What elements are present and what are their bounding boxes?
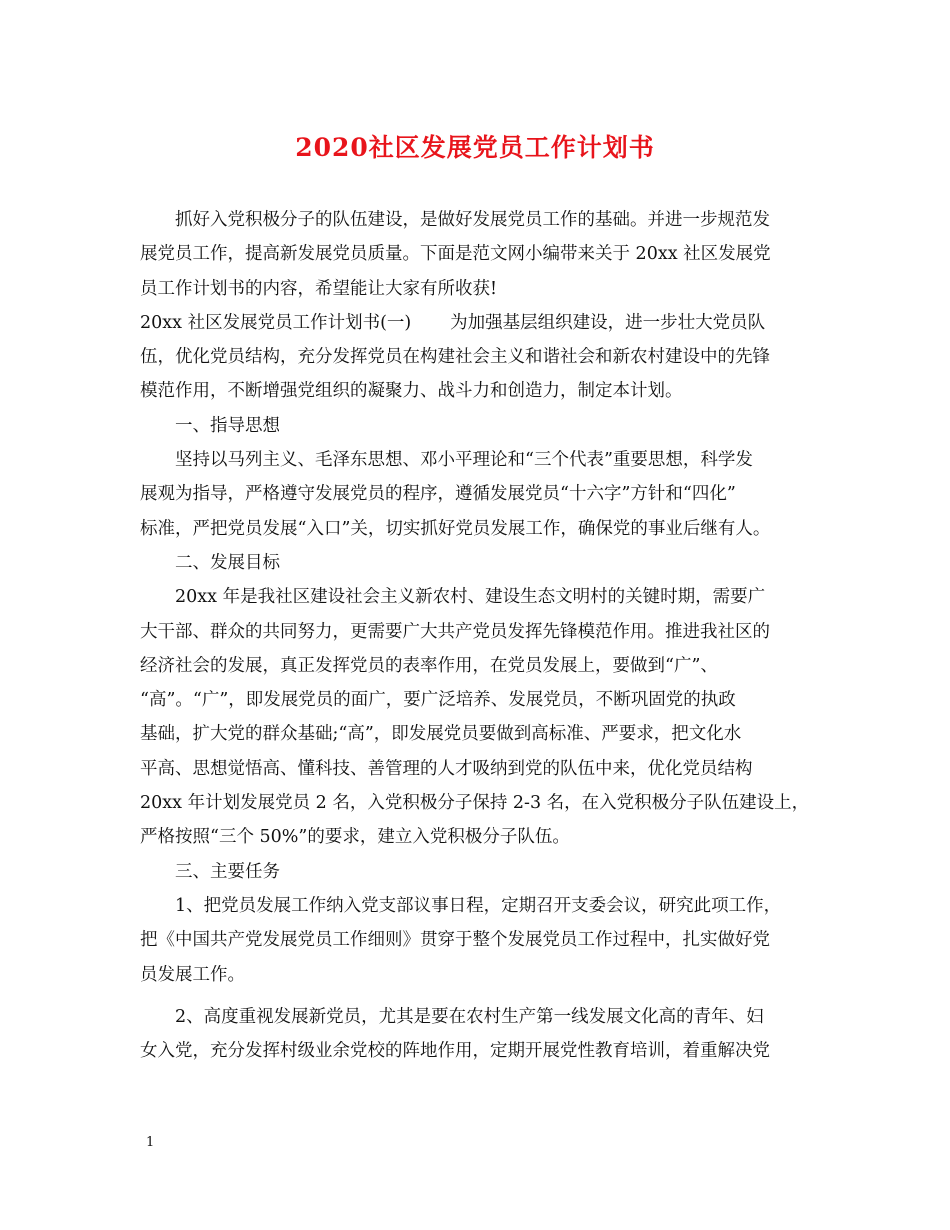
body-line: 基础，扩大党的群众基础;“高”，即发展党员要做到高标准、严要求，把文化水 bbox=[140, 724, 742, 745]
body-line: 把《中国共产党发展党员工作细则》贯穿于整个发展党员工作过程中，扎实做好党 bbox=[140, 930, 770, 951]
body-line: 标准，严把党员发展“入口”关，切实抓好党员发展工作，确保党的事业后继有人。 bbox=[140, 518, 771, 539]
section-heading: 二、发展目标 bbox=[175, 552, 280, 573]
body-line: 经济社会的发展，真正发挥党员的表率作用，在党员发展上，要做到“广”、 bbox=[140, 655, 718, 676]
body-line: 模范作用，不断增强党组织的凝聚力、战斗力和创造力，制定本计划。 bbox=[140, 381, 683, 402]
body-line: 大干部、群众的共同努力，更需要广大共产党员发挥先锋模范作用。推进我社区的 bbox=[140, 621, 770, 642]
document-body bbox=[140, 203, 830, 1068]
body-line: 20xx 年计划发展党员 2 名，入党积极分子保持 2-3 名，在入党积极分子队伍建设上， bbox=[140, 793, 810, 814]
body-line: 员发展工作。 bbox=[140, 964, 245, 985]
body-line: 严格按照“三个 50%”的要求，建立入党积极分子队伍。 bbox=[140, 827, 570, 848]
body-line: 1、把党员发展工作纳入党支部议事日程，定期召开支委会议，研究此项工作， bbox=[175, 895, 782, 916]
body-line: 坚持以马列主义、毛泽东思想、邓小平理论和“三个代表”重要思想，科学发 bbox=[175, 450, 753, 471]
section-heading: 一、指导思想 bbox=[175, 415, 280, 436]
body-line: 2、高度重视发展新党员，尤其是要在农村生产第一线发展文化高的青年、妇 bbox=[175, 1006, 764, 1027]
body-line: 伍，优化党员结构，充分发挥党员在构建社会主义和谐社会和新农村建设中的先锋 bbox=[140, 347, 770, 368]
body-line: 女入党，充分发挥村级业余党校的阵地作用，定期开展党性教育培训，着重解决党 bbox=[140, 1041, 770, 1062]
body-line: 20xx 年是我社区建设社会主义新农村、建设生态文明村的关键时期，需要广 bbox=[175, 587, 766, 608]
body-line: 平高、思想觉悟高、懂科技、善管理的人才吸纳到党的队伍中来，优化党员结构 bbox=[140, 758, 753, 779]
body-line: 抓好入党积极分子的队伍建设，是做好发展党员工作的基础。并进一步规范发 bbox=[175, 210, 770, 230]
section-heading: 三、主要任务 bbox=[175, 861, 280, 882]
body-line: 展观为指导，严格遵守发展党员的程序，遵循发展党员“十六字”方针和“四化” bbox=[140, 484, 736, 505]
body-line: 20xx 社区发展党员工作计划书(一) 为加强基层组织建设，进一步壮大党员队 bbox=[140, 312, 766, 333]
document-title: 2020社区发展党员工作计划书 bbox=[295, 133, 655, 162]
body-line: “高”。“广”，即发展党员的面广，要广泛培养、发展党员，不断巩固党的执政 bbox=[140, 690, 736, 711]
body-line: 展党员工作，提高新发展党员质量。下面是范文网小编带来关于 20xx 社区发展党 bbox=[140, 244, 771, 265]
page-number: 1 bbox=[146, 1135, 155, 1150]
body-line: 员工作计划书的内容，希望能让大家有所收获! bbox=[140, 278, 498, 299]
